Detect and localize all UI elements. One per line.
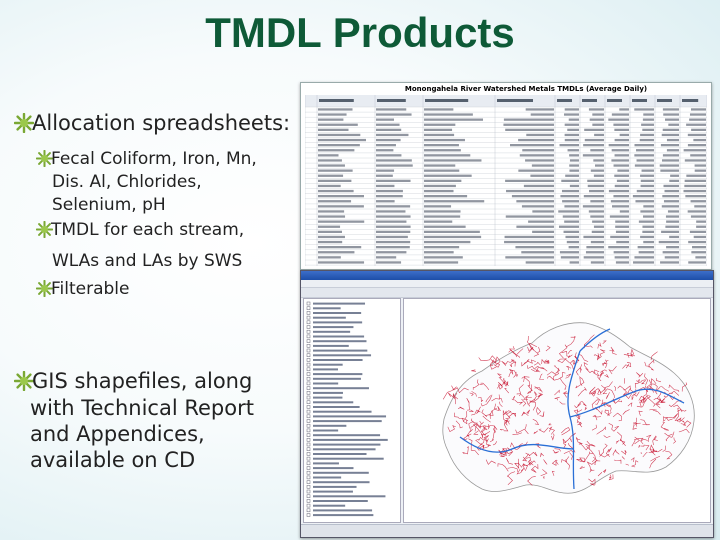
green-star-bullet-icon: [14, 113, 34, 133]
spreadsheet-grid: [305, 95, 707, 266]
gis-status-bar: [301, 524, 713, 537]
layer-list: [304, 299, 400, 522]
sub-bullet-line: WLAs and LAs by SWS: [52, 251, 243, 271]
bullet-gis-line: and Appendices,: [30, 422, 205, 446]
bullet-gis-text: GIS shapefiles, along: [32, 369, 253, 393]
bullet-allocation: [14, 110, 290, 136]
gis-table-of-contents: [303, 298, 401, 523]
sub-bullet-filterable: [36, 278, 130, 301]
bullet-allocation-text: Allocation spreadsheets:: [32, 111, 291, 135]
gis-title-bar: [301, 271, 713, 280]
sub-bullet-text: Fecal Coliform, Iron, Mn,: [51, 149, 257, 169]
watershed-map: [404, 299, 710, 522]
bullet-gis-line: with Technical Report: [30, 396, 254, 420]
page-title: TMDL Products: [205, 9, 515, 56]
gis-window: [300, 270, 714, 538]
green-star-bullet-icon: [14, 371, 34, 391]
sub-bullet-tmdl: [36, 219, 244, 242]
gis-menu-bar: [301, 280, 713, 288]
bullet-gis: [14, 368, 252, 394]
sub-bullet-line: Selenium, pH: [52, 195, 166, 215]
spreadsheet-title: Monongahela River Watershed Metals TMDLs (Average Daily): [404, 85, 648, 93]
sub-bullet-line: Dis. Al, Chlorides,: [52, 172, 202, 192]
gis-toolbar: [301, 288, 713, 298]
sub-bullet-analytes: [36, 148, 257, 171]
bullet-gis-line: available on CD: [30, 448, 196, 472]
gis-map-view: [403, 298, 711, 523]
sub-bullet-text: TMDL for each stream,: [51, 220, 245, 240]
sub-bullet-text: Filterable: [51, 279, 130, 299]
allocation-spreadsheet: [300, 82, 712, 270]
